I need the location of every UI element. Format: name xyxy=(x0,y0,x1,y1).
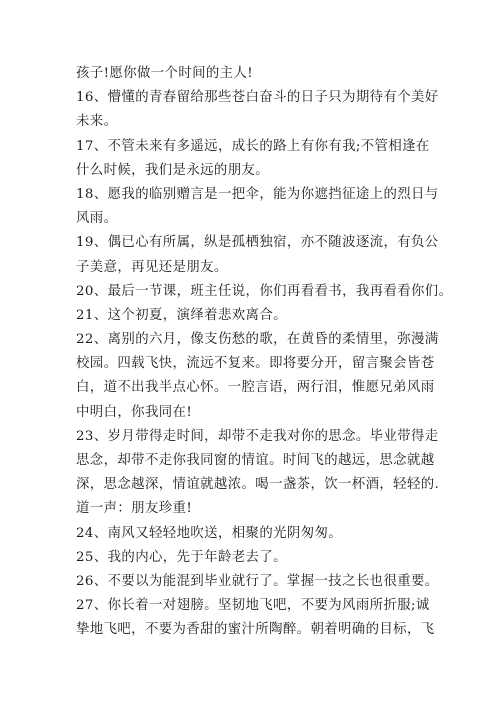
text-line: 思念，却带不走你我同窗的情谊。时间飞的越远，思念就越 xyxy=(76,453,435,468)
text-line: 挚地飞吧，不要为香甜的蜜汁所陶醉。朝着明确的目标，飞 xyxy=(76,622,435,638)
text-line: 校园。四载飞快，流远不复来。即将要分开，留言聚会皆苍 xyxy=(76,356,435,372)
text-line: 26、不要以为能混到毕业就行了。掌握一技之长也很重要。 xyxy=(76,573,439,589)
text-line: 21、这个初夏，演绎着悲欢离合。 xyxy=(76,307,287,323)
text-line: 23、岁月带得走时间，却带不走我对你的思念。毕业带得走 xyxy=(76,428,439,444)
text-line: 中明白，你我同在! xyxy=(76,404,193,420)
text-line: 27、你长着一对翅膀。坚韧地飞吧，不要为风雨所折服;诚 xyxy=(76,598,430,614)
text-line: 17、不管未来有多遥远，成长的路上有你有我;不管相逢在 xyxy=(76,138,430,154)
text-line: 25、我的内心，先于年龄老去了。 xyxy=(76,549,287,565)
text-line: 孩子!愿你做一个时间的主人! xyxy=(76,66,254,81)
text-line: 19、偶已心有所属，纵是孤栖独宿，亦不随波逐流，有负公 xyxy=(76,235,439,251)
text-block xyxy=(76,62,453,643)
text-line: 20、最后一节课，班主任说，你们再看看书，我再看看你们。 xyxy=(76,283,453,299)
text-line: 道一声：朋友珍重! xyxy=(76,501,193,517)
text-line: 深，思念越深，情谊就越浓。喝一盏茶，饮一杯酒，轻轻的. xyxy=(76,477,440,493)
text-line: 风雨。 xyxy=(76,211,118,227)
text-line: 子美意，再见还是朋友。 xyxy=(76,259,228,275)
text-line: 白，道不出我半点心怀。一腔言语，两行泪，惟愿兄弟风雨 xyxy=(76,380,435,396)
text-line: 未来。 xyxy=(76,114,118,130)
text-line: 什么时候，我们是永远的朋友。 xyxy=(76,162,270,178)
text-line: 24、南风又轻轻地吹送，相聚的光阴匆匆。 xyxy=(76,525,343,541)
text-line: 16、懵懂的青春留给那些苍白奋斗的日子只为期待有个美好 xyxy=(76,90,439,106)
text-line: 22、离别的六月，像支伤愁的歌，在黄昏的柔情里，弥漫满 xyxy=(76,332,439,348)
text-line: 18、愿我的临别赠言是一把伞，能为你遮挡征途上的烈日与 xyxy=(76,186,439,202)
